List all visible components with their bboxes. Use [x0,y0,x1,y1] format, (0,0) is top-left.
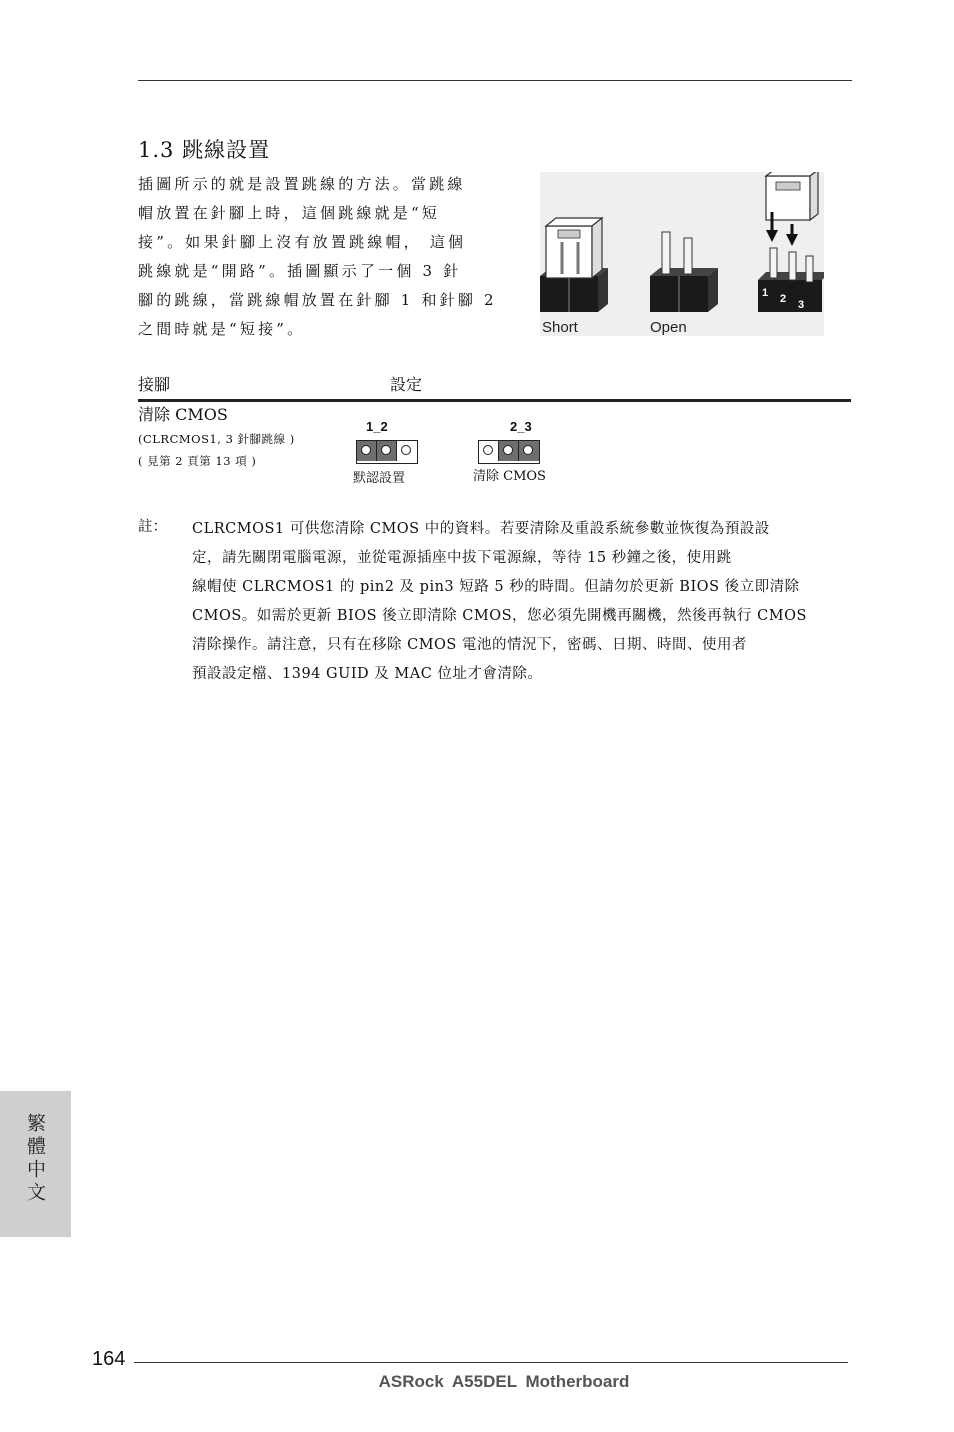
note-paragraph [192,515,852,689]
jumper-b-caption: 清除 CMOS [473,469,546,484]
row-subtitle: (CLRCMOS1, 3 針腳跳線 ) [138,432,295,446]
short-label: Short [542,319,578,336]
intro-line: 帽放置在針腳上時，這個跳線就是“短 [138,204,441,222]
jumper-a-caption: 默認設置 [353,471,406,486]
short-jumper-graphic [540,218,608,312]
pin-open [479,441,499,461]
pin-number-3: 3 [798,299,805,311]
note-line: CLRCMOS1 可供您清除 CMOS 中的資料。若要清除及重設系統參數並恢復為預設設 [192,521,770,537]
intro-line: 跳線就是“開路”。插圖顯示了一個 3 針 [138,262,462,280]
jumper-b-diagram [478,440,540,464]
jumper-b-label: 2_3 [510,419,532,434]
note-line: 預設設定檔、1394 GUID 及 MAC 位址才會清除。 [192,666,543,682]
table-header-pin: 接腳 [138,375,171,394]
intro-paragraph [138,170,500,344]
note-label: 註： [138,519,167,535]
page-number: 164 [92,1348,126,1370]
note-line: 線帽使 CLRCMOS1 的 pin2 及 pin3 短路 5 秒的時間。但請勿於更新 BIOS 後立即清除 [192,579,800,595]
pin-open [397,441,417,461]
jumper-illustration [540,172,824,336]
note-line: CMOS。如需於更新 BIOS 後立即清除 CMOS，您必須先開機再關機，然後再執行 CMOS [192,608,807,624]
intro-line: 腳的跳線，當跳線帽放置在針腳 1 和針腳 2 [138,291,497,309]
jumper-illustration-svg [540,172,824,336]
language-side-tab [0,1091,71,1237]
row-title: 清除 CMOS [138,405,228,424]
jumper-a-label: 1_2 [366,419,388,434]
intro-line: 插圖所示的就是設置跳線的方法。當跳線 [138,175,466,193]
open-label: Open [650,319,687,336]
pin-shorted [357,441,377,461]
section-title: 1.3 跳線設置 [138,138,271,162]
language-tab-label: 繁體中文 [24,1113,46,1205]
intro-line: 之間時就是“短接”。 [138,320,306,338]
pin-number-2: 2 [780,293,787,305]
table-header-rule [138,399,851,402]
note-line: 定，請先關閉電腦電源，並從電源插座中拔下電源線，等待 15 秒鐘之後，使用跳 [192,550,732,566]
footer-rule [134,1362,848,1363]
footer-title: ASRock A55DEL Motherboard [378,1372,630,1391]
top-rule [138,80,852,81]
intro-line: 接”。如果針腳上沒有放置跳線帽， 這個 [138,233,467,251]
note-line: 清除操作。請注意，只有在移除 CMOS 電池的情況下，密碼、日期、時間、使用者 [192,637,747,653]
pin-shorted [519,441,539,461]
open-jumper-graphic [650,232,718,312]
pin-shorted [499,441,519,461]
row-reference: ( 見第 2 頁第 13 項 ) [138,454,257,468]
pin-shorted [377,441,397,461]
jumper-a-diagram [356,440,418,464]
table-header-setting: 設定 [390,375,423,394]
pin-number-1: 1 [762,287,769,299]
